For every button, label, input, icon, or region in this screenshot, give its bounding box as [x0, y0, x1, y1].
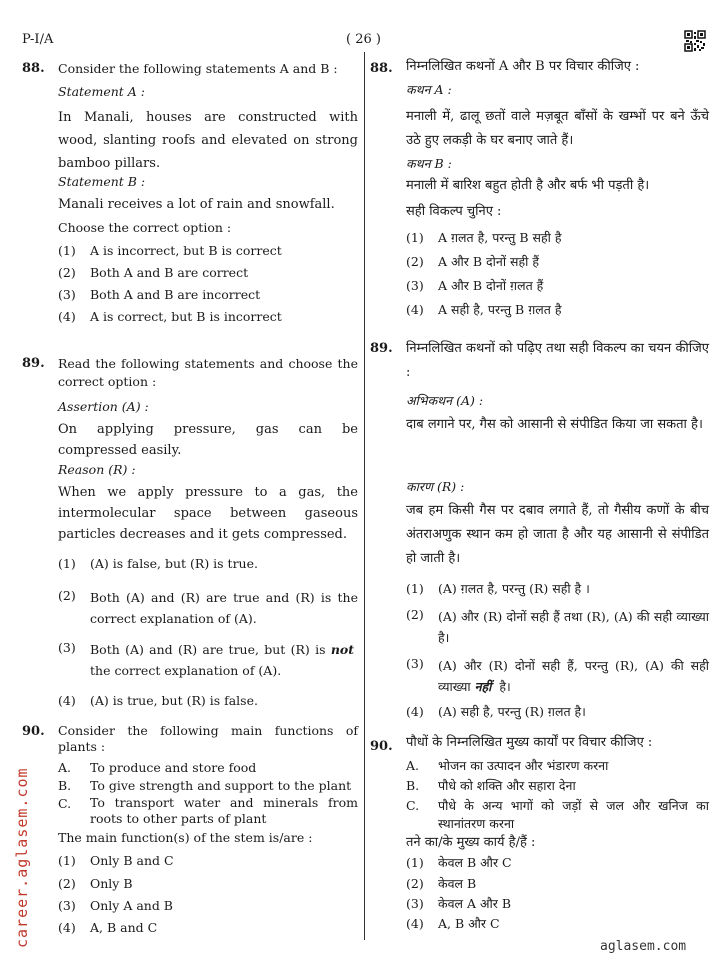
- question-number: 90.: [22, 724, 45, 739]
- qr-code-icon: [684, 30, 706, 52]
- option-number: (3): [58, 640, 76, 655]
- statement-text: In Manali, houses are constructed with wood, slanting roofs and elevated on strong bamboo pillars.: [58, 110, 358, 171]
- option-number: (1): [58, 853, 76, 868]
- question-number: 89.: [370, 341, 393, 356]
- item-text: पौधे के अन्य भागों को जड़ों से जल और खनिज का स्थानांतरण करना: [438, 798, 709, 831]
- option-number: (2): [406, 876, 424, 891]
- question-number: 88.: [370, 61, 393, 76]
- reason-text: जब हम किसी गैस पर दबाव लगाते हैं, तो गैसीय कणों के बीच अंतराअणुक स्थान कम हो जाता है और यह आसानी से संपीडित हो जाती है।: [406, 503, 709, 566]
- option[interactable]: [406, 606, 709, 648]
- item-text: भोजन का उत्पादन और भंडारण करना: [438, 758, 609, 773]
- option-text: A और B दोनों सही हैं: [438, 254, 539, 269]
- question-stem: निम्नलिखित कथनों A और B पर विचार कीजिए :: [406, 59, 640, 74]
- question-stem: निम्नलिखित कथनों को पढ़िए तथा सही विकल्प का चयन कीजिए :: [406, 341, 709, 380]
- option-number: (1): [406, 230, 424, 245]
- option[interactable]: [58, 639, 358, 681]
- option-text: केवल B और C: [438, 855, 512, 870]
- option-number: (4): [406, 302, 424, 317]
- paper-code: P-I/A: [22, 32, 54, 47]
- option-text: है।: [499, 679, 511, 694]
- option-text: (A) ग़लत है, परन्तु (R) सही है ।: [438, 581, 590, 596]
- bottom-watermark: aglasem.com: [600, 939, 687, 954]
- option-text: A, B और C: [438, 916, 500, 931]
- option-number: (2): [58, 265, 76, 280]
- reason-label: कारण (R) :: [406, 479, 465, 494]
- option-text: A, B and C: [90, 920, 158, 935]
- assertion-label: Assertion (A) :: [58, 399, 149, 414]
- option-text: A is correct, but B is incorrect: [90, 309, 282, 324]
- option-number: (4): [58, 920, 76, 935]
- option-number: (4): [58, 693, 76, 708]
- emphasis-not: not: [330, 642, 355, 657]
- item-letter: C.: [58, 796, 72, 811]
- assertion-label: अभिकथन (A) :: [406, 393, 484, 408]
- emphasis-not: नहीं: [474, 679, 492, 694]
- question-stem: Consider the following main functions of plants :: [58, 723, 358, 754]
- option-number: (2): [406, 254, 424, 269]
- function-item: [58, 795, 358, 829]
- question-number: 89.: [22, 356, 45, 371]
- option-number: (3): [58, 898, 76, 913]
- statement-label: Statement A :: [58, 84, 145, 99]
- option-number: (4): [406, 704, 424, 719]
- side-watermark: career.aglasem.com: [13, 767, 31, 948]
- item-text: पौधे को शक्ति और सहारा देना: [438, 778, 576, 793]
- option-number: (3): [58, 287, 76, 302]
- statement-text: Manali receives a lot of rain and snowfall.: [58, 197, 335, 212]
- option-number: (1): [406, 581, 424, 596]
- option-text: Both (A) and (R) are true, but (R) is: [90, 642, 326, 657]
- option-number: (4): [58, 309, 76, 324]
- option-text: A सही है, परन्तु B ग़लत है: [438, 302, 562, 317]
- option-text: A is incorrect, but B is correct: [90, 243, 282, 258]
- option-text: Only B: [90, 876, 133, 891]
- assertion-text: On applying pressure, gas can be compressed easily.: [58, 422, 358, 458]
- option-number: (1): [406, 855, 424, 870]
- item-text: To produce and store food: [90, 760, 257, 775]
- option-number: (3): [406, 278, 424, 293]
- statement-label: कथन B :: [406, 156, 452, 171]
- option-text: (A) सही है, परन्तु (R) ग़लत है।: [438, 704, 586, 719]
- option-number: (1): [58, 243, 76, 258]
- option-number: (1): [58, 556, 76, 571]
- option-text: A और B दोनों ग़लत हैं: [438, 278, 544, 293]
- item-text: To give strength and support to the plant: [90, 778, 352, 793]
- page-number: ( 26 ): [346, 32, 381, 47]
- option-text: Both (A) and (R) are true and (R) is the correct explanation of (A).: [90, 590, 358, 626]
- option-number: (4): [406, 916, 424, 931]
- question-stem: पौधों के निम्नलिखित मुख्य कार्यों पर विचार कीजिए :: [406, 735, 653, 750]
- option-number: (3): [406, 656, 424, 671]
- option-number: (2): [58, 876, 76, 891]
- question-ask: तने का/के मुख्य कार्य है/हैं :: [406, 835, 536, 850]
- item-letter: C.: [406, 798, 420, 813]
- item-letter: A.: [406, 758, 420, 773]
- option-text: Only A and B: [90, 898, 173, 913]
- option-text: (A) और (R) दोनों सही हैं, परन्तु (R), (A) की सही व्याख्या: [438, 658, 709, 694]
- item-letter: B.: [58, 778, 72, 793]
- option-text: A ग़लत है, परन्तु B सही है: [438, 230, 562, 245]
- item-letter: B.: [406, 778, 420, 793]
- question-number: 88.: [22, 61, 45, 76]
- statement-text: मनाली में, ढालू छतों वाले मज़बूत बाँसों के खम्भों पर बने ऊँचे उठे हुए लकड़ी के घर बनाए जाते हैं।: [406, 109, 709, 148]
- option-text: केवल B: [438, 876, 477, 891]
- option-text: Both A and B are correct: [90, 265, 249, 280]
- option[interactable]: [58, 587, 358, 629]
- instruction: सही विकल्प चुनिए :: [406, 204, 502, 219]
- question-stem: Consider the following statements A and B :: [58, 61, 338, 76]
- reason-text: When we apply pressure to a gas, the intermolecular space between gaseous particles decreases and it gets compressed.: [58, 485, 358, 542]
- item-text: To transport water and minerals from roots to other parts of plant: [90, 795, 358, 826]
- option-text: Only B and C: [90, 853, 174, 868]
- option-text: Both A and B are incorrect: [90, 287, 261, 302]
- option-number: (3): [406, 896, 424, 911]
- option-text: केवल A और B: [438, 896, 512, 911]
- instruction: Choose the correct option :: [58, 220, 232, 235]
- statement-label: कथन A :: [406, 82, 452, 97]
- option-number: (2): [58, 588, 76, 603]
- option-text: (A) is true, but (R) is false.: [90, 693, 258, 708]
- question-number: 90.: [370, 739, 393, 754]
- option[interactable]: [406, 655, 709, 697]
- option-text: (A) is false, but (R) is true.: [90, 556, 258, 571]
- option-text: (A) और (R) दोनों सही हैं तथा (R), (A) की सही व्याख्या है।: [438, 609, 709, 645]
- assertion-text: दाब लगाने पर, गैस को आसानी से संपीडित किया जा सकता है।: [406, 417, 703, 432]
- column-divider: [364, 52, 365, 940]
- option-text: the correct explanation of (A).: [90, 663, 282, 678]
- statement-label: Statement B :: [58, 174, 146, 189]
- function-item: [406, 797, 709, 833]
- item-letter: A.: [58, 760, 72, 775]
- option-number: (2): [406, 607, 424, 622]
- question-stem: Read the following statements and choose the correct option :: [58, 356, 358, 389]
- statement-text: मनाली में बारिश बहुत होती है और बर्फ भी पड़ती है।: [406, 178, 650, 193]
- reason-label: Reason (R) :: [58, 462, 136, 477]
- question-ask: The main function(s) of the stem is/are :: [58, 830, 313, 845]
